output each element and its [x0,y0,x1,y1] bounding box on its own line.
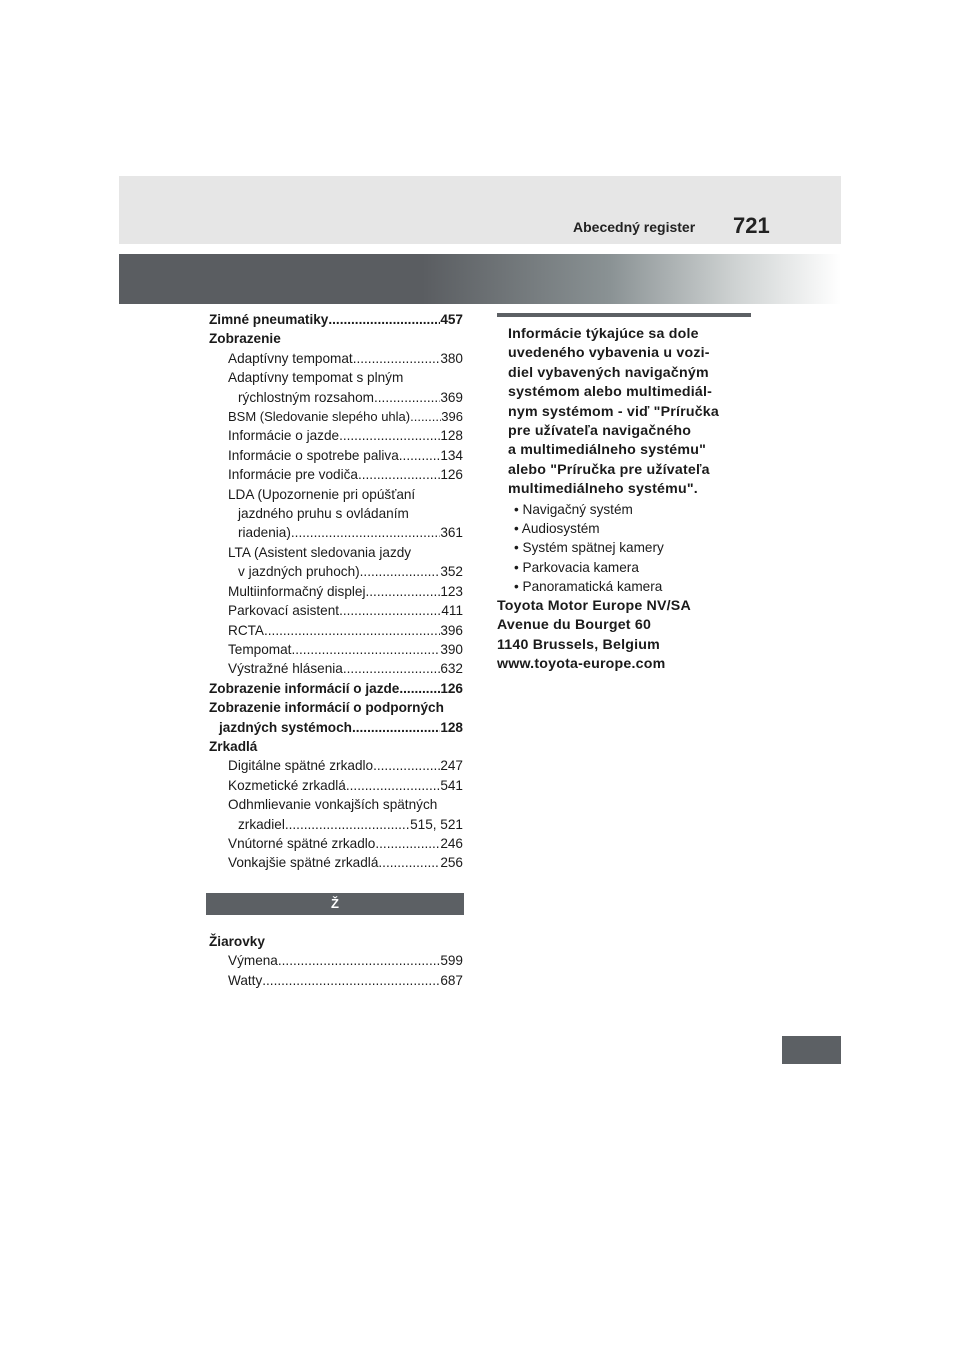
page-number: 721 [733,213,770,238]
index-subentry-line: LDA (Upozornenie pri opúšťaní [228,486,416,502]
company-address [497,597,751,675]
decorative-gradient-band [119,254,841,304]
index-subentry: Vonkajšie spätné zrkadlá ..... 256 [209,853,463,872]
info-rule [497,313,751,317]
chapter-tab [782,1036,841,1064]
index-subentry: Adaptívny tempomat ..... 380 [209,349,463,368]
address-line: Avenue du Bourget 60 [497,617,652,634]
info-line: uvedeného vybavenia u vozi- [508,345,710,362]
index-column-left [209,310,463,990]
index-subentry: Watty ..... 687 [209,971,463,990]
section-title: Abecedný register [573,219,696,235]
index-subentry: riadenia) ..... 361 [209,523,463,542]
index-subentry: Informácie o jazde ..... 128 [209,426,463,445]
index-entry-line: Zobrazenie informácií o podporných [209,700,444,716]
index-entry: Zobrazenie informácií o jazde ..... 126 [209,679,463,698]
index-subentry: Výstražné hlásenia ..... 632 [209,659,463,678]
index-subentry: Multiinformačný displej ..... 123 [209,582,463,601]
info-line: a multimediálneho systému" [508,442,706,459]
address-line: 1140 Brussels, Belgium [497,636,660,653]
bullet-item: • Parkovacia kamera [514,559,639,575]
index-subentry: RCTA ..... 396 [209,621,463,640]
info-line: Informácie týkajúce sa dole [508,326,699,342]
bullet-item: • Navigačný systém [514,501,633,517]
bullet-item: • Systém spätnej kamery [514,540,664,556]
index-subentry: Vnútorné spätné zrkadlo ..... 246 [209,834,463,853]
index-subentry: Parkovací asistent ..... 411 [209,601,463,620]
index-entry: jazdných systémoch ..... 128 [209,718,463,737]
index-subentry: Digitálne spätné zrkadlo ..... 247 [209,756,463,775]
info-column-right [497,313,751,674]
address-line: Toyota Motor Europe NV/SA [497,597,691,614]
info-line: systémom alebo multimediál- [508,384,713,401]
index-subentry: BSM (Sledovanie slepého uhla) ..... 396 [209,407,463,426]
bullet-item: • Audiosystém [514,521,600,537]
index-heading: Zrkadlá [209,738,258,754]
index-subentry: Informácie o spotrebe paliva ..... 134 [209,446,463,465]
info-line: pre užívateľa navigačného [508,423,692,440]
info-paragraph [497,325,751,500]
index-heading: Žiarovky [209,933,265,949]
index-subentry-line: jazdného pruhu s ovládaním [238,506,409,522]
bullet-list [497,500,751,597]
index-subentry-line: Odhmlievanie vonkajších spätných [228,797,438,813]
index-subentry: Tempomat ..... 390 [209,640,463,659]
index-subentry: rýchlostným rozsahom ..... 369 [209,388,463,407]
info-line: multimediálneho systému". [508,481,698,498]
letter-divider: Ž [206,893,464,915]
info-line: alebo "Príručka pre užívateľa [508,461,710,478]
index-heading: Zobrazenie [209,331,281,347]
index-subentry: v jazdných pruhoch) ..... 352 [209,562,463,581]
index-subentry-line: LTA (Asistent sledovania jazdy [228,544,412,560]
index-entry: Zimné pneumatiky ..... 457 [209,310,463,329]
index-subentry: Výmena ..... 599 [209,951,463,970]
index-subentry: Informácie pre vodiča ..... 126 [209,465,463,484]
info-line: diel vybavených navigačným [508,364,709,381]
index-subentry: Kozmetické zrkadlá ..... 541 [209,776,463,795]
info-line: nym systémom - viď "Príručka [508,403,719,420]
bullet-item: • Panoramatická kamera [514,579,663,595]
address-url: www.toyota-europe.com [497,655,666,672]
index-subentry: zrkadiel ..... 515, 521 [209,815,463,834]
index-subentry-line: Adaptívny tempomat s plným [228,370,404,386]
